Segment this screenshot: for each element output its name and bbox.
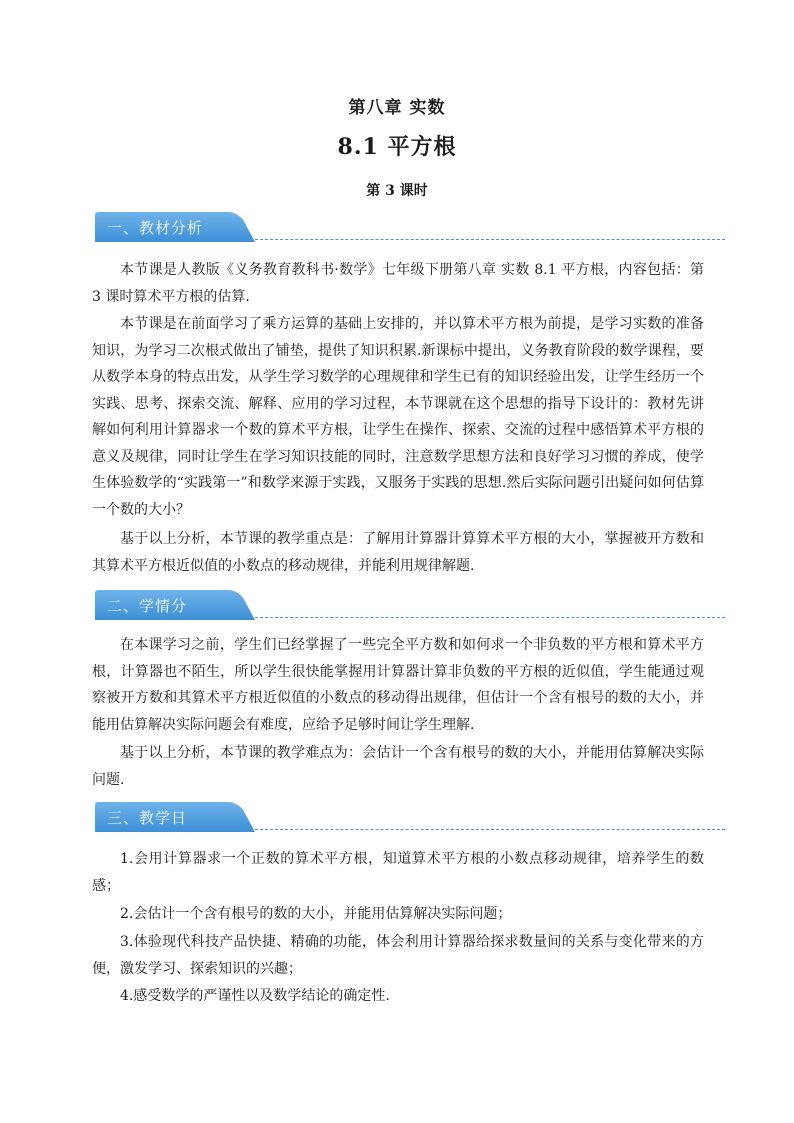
section-header-learning-situation <box>95 590 725 620</box>
section-heading: 二、学情分 <box>107 597 188 615</box>
list-item: 3.体验现代科技产品快捷、精确的功能，体会利用计算器给探求数量间的关系与变化带来的方便，激发学习、探索知识的兴趣； <box>92 934 704 977</box>
section-divider <box>245 239 725 240</box>
section-header-teaching-objectives <box>95 802 725 832</box>
list-item: 1.会用计算器求一个正数的算术平方根，知道算术平方根的小数点移动规律，培养学生的数感； <box>92 851 704 894</box>
section-divider <box>245 829 725 830</box>
chapter-title: 第八章 实数 <box>348 98 446 118</box>
list-item: 2.会估计一个含有根号的数的大小，并能用估算解决实际问题； <box>120 906 512 922</box>
lesson-title: 第 3 课时 <box>366 183 428 199</box>
paragraph: 基于以上分析，本节课的教学重点是：了解用计算器计算算术平方根的大小，掌握被开方数和其算术平方根近似值的小数点的移动规律，并能利用规律解题. <box>92 531 704 574</box>
section-title: 8.1 平方根 <box>337 134 457 160</box>
section-heading: 一、教材分析 <box>107 219 204 237</box>
list-item: 4.感受数学的严谨性以及数学结论的确定性. <box>120 988 390 1004</box>
section-header-textbook-analysis <box>95 212 725 242</box>
paragraph: 本节课是在前面学习了乘方运算的基础上安排的，并以算术平方根为前提，是学习实数的准备知识，为学习二次根式做出了铺垫，提供了知识积累.新课标中提出，义务教育阶段的数学课程，要从数学本身的特点出发，从学生学习数学的心理规律和学生已有的知识经验出发，让学生经历一个实践、思考、探索交流、解释、应用的学习过程，本节课就在这个思想的指导下设计的：教材先讲解如何利用计算器求一个数的算术平方根，让学生在操作、探索、交流的过程中感悟算术平方根的意义及规律，同时让学生在学习知识技能的同时，注意数学思想方法和良好学习习惯的养成，使学生体验数学的“实践第一”和数学来源于实践，又服务于实践的思想.然后实际问题引出疑问如何估算一个数的大小？ <box>92 316 704 518</box>
paragraph: 基于以上分析，本节课的教学难点为：会估计一个含有根号的数的大小，并能用估算解决实际问题. <box>92 745 704 788</box>
section-divider <box>245 617 725 618</box>
section-heading: 三、教学日 <box>107 809 188 827</box>
paragraph: 本节课是人教版《义务教育教科书·数学》七年级下册第八章 实数 8.1 平方根，内容包括：第 3 课时算术平方根的估算. <box>92 262 704 305</box>
paragraph: 在本课学习之前，学生们已经掌握了一些完全平方数和如何求一个非负数的平方根和算术平方根，计算器也不陌生，所以学生很快能掌握用计算器计算非负数的平方根的近似值，学生能通过观察被开方数和其算术平方根近似值的小数点的移动得出规律，但估计一个含有根号的数的大小，并能用估算解决实际问题会有难度，应给予足够时间让学生理解. <box>92 637 704 733</box>
